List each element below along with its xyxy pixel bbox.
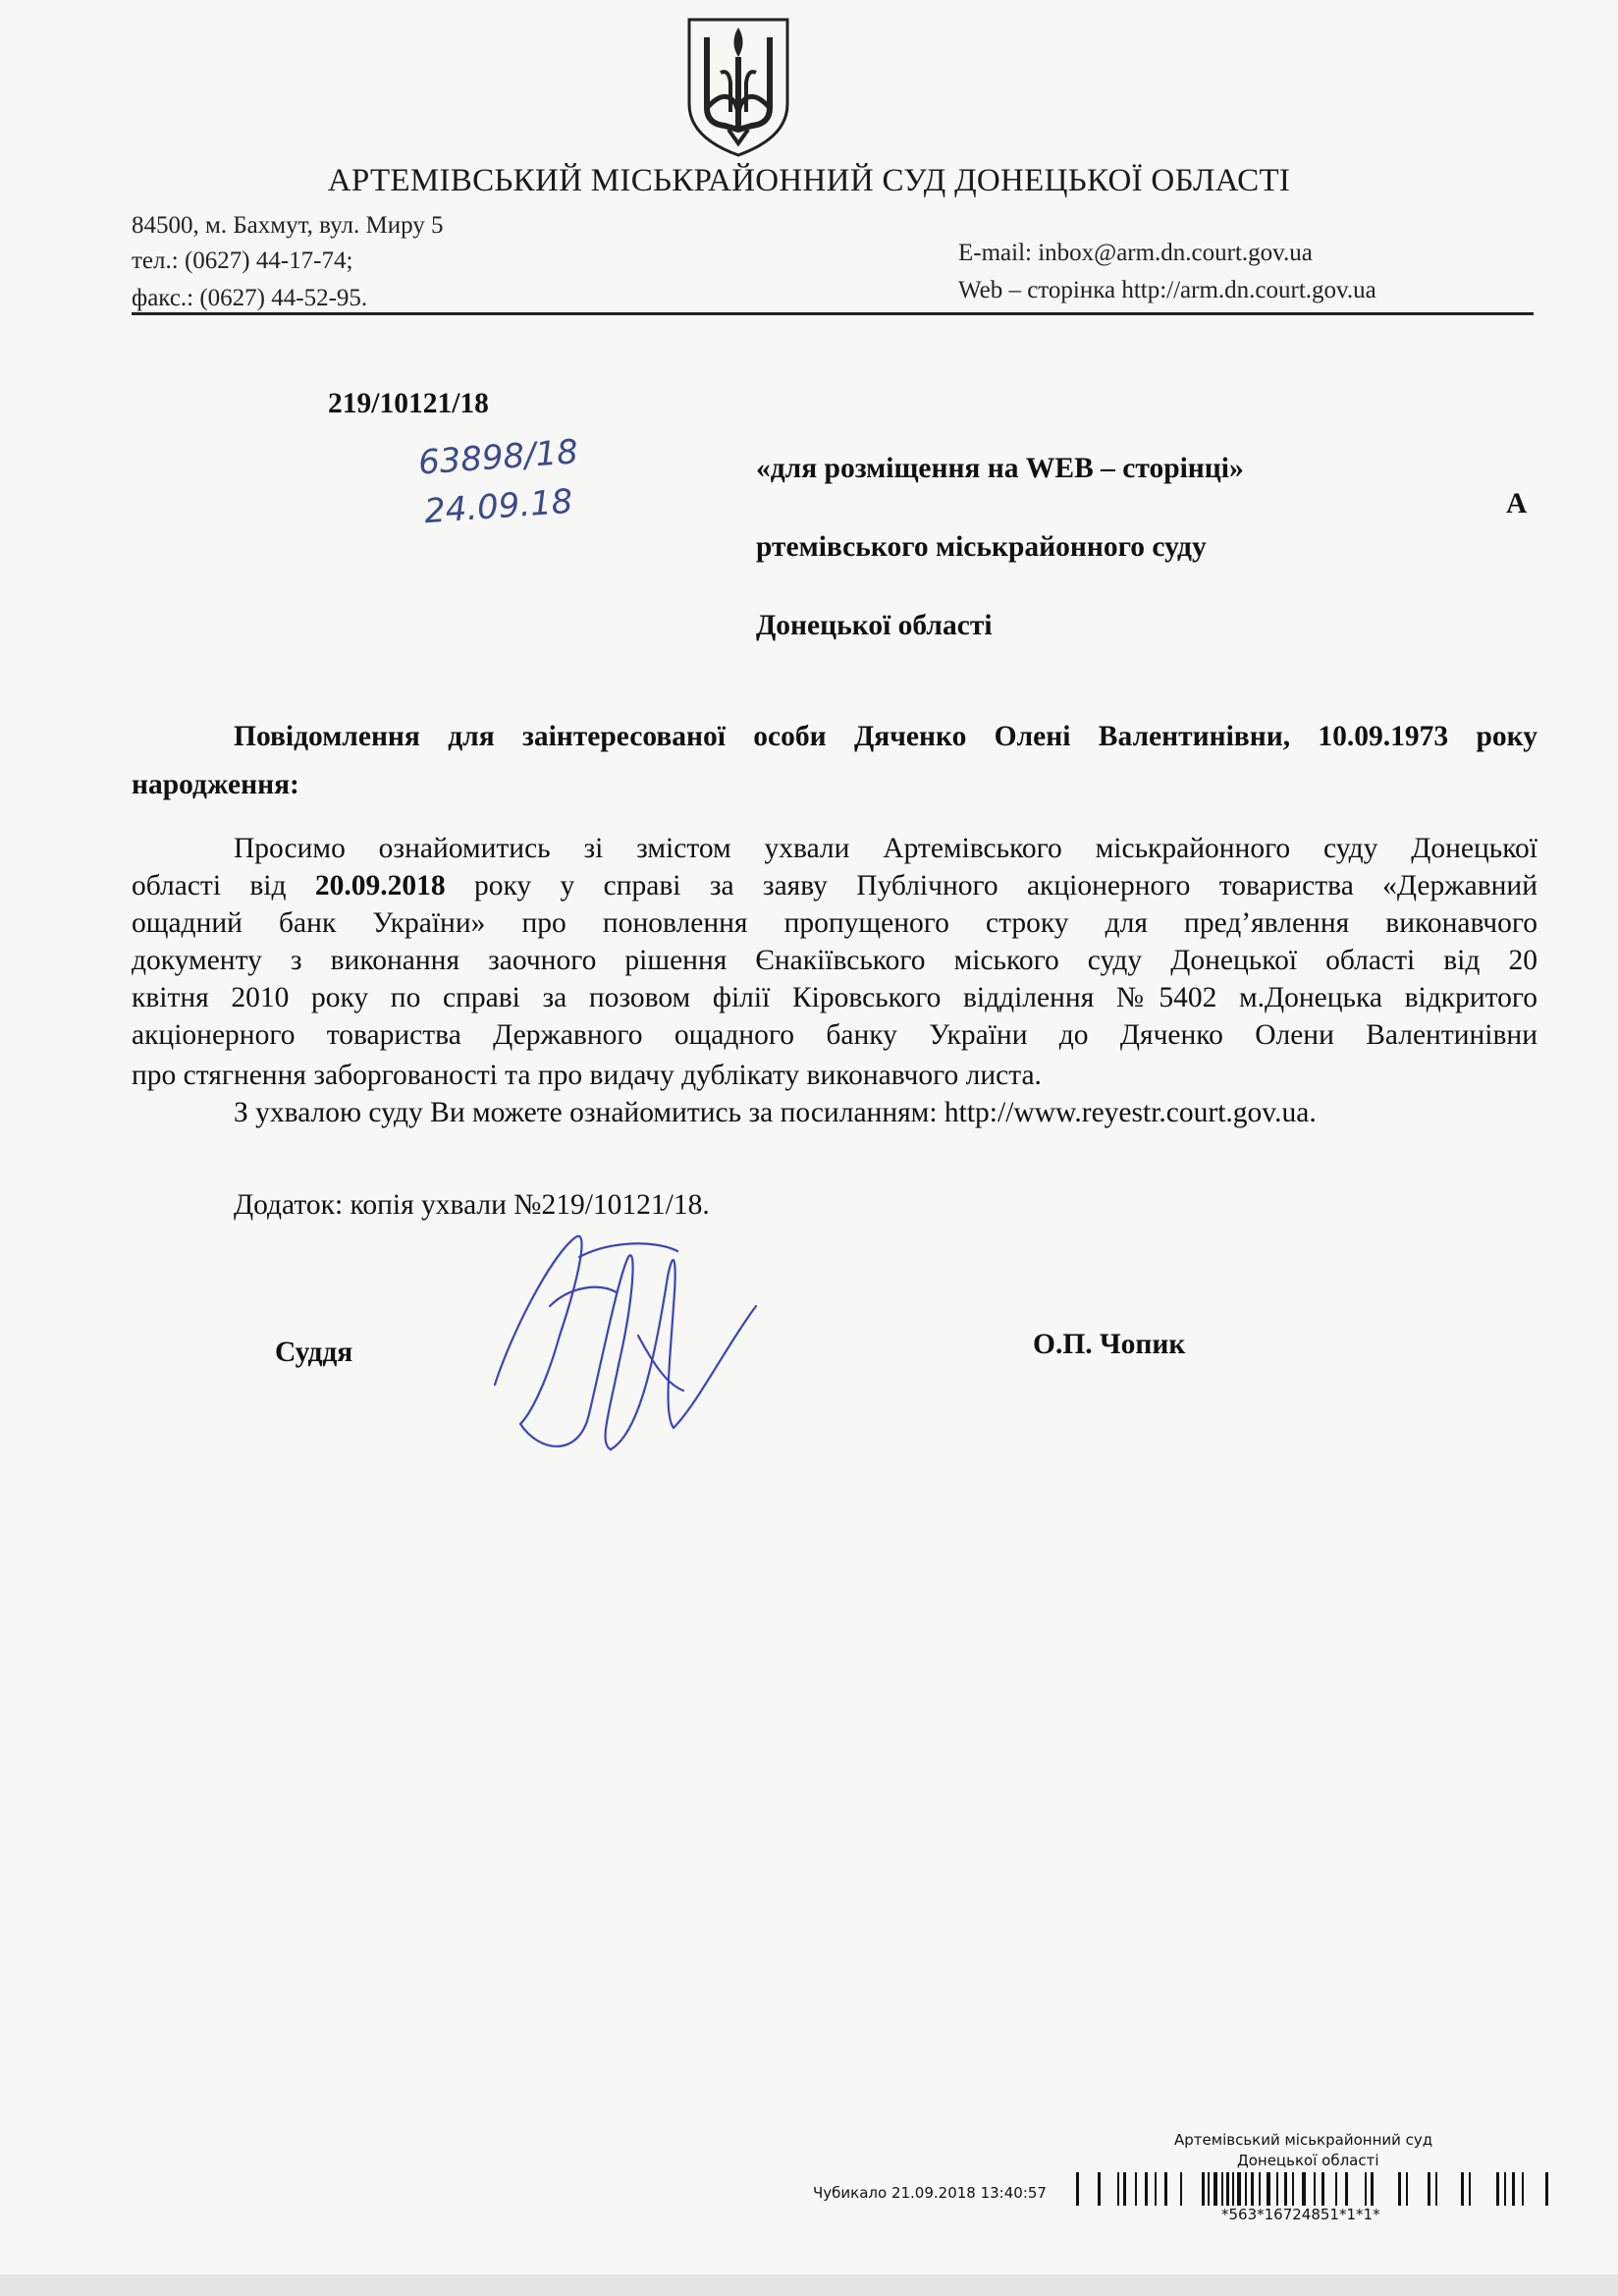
header-divider <box>132 312 1534 315</box>
body-line-4: документу з виконання заочного рішення Єнакіївського міського суду Донецької області від 20 <box>132 945 1537 976</box>
handwritten-reg-number: 63898/18 <box>416 432 580 483</box>
body-line-8: З ухвалою суду Ви можете ознайомитись за посиланням: http://www.reyestr.court.gov.ua. <box>234 1097 1317 1128</box>
body-line-6: акціонерного товариства Державного ощадного банку України до Дяченко Олени Валентинівни <box>132 1019 1537 1051</box>
stamp-court-line-2: Донецької області <box>1237 2152 1379 2169</box>
court-email: E-mail: inbox@arm.dn.court.gov.ua <box>958 240 1313 266</box>
stamp-court-line-1: Артемівський міськрайонний суд <box>1174 2131 1433 2149</box>
body-line-1: Просимо ознайомитись зі змістом ухвали Артемівського міськрайонного суду Донецької <box>234 833 1537 864</box>
body-line-7: про стягнення заборгованості та про видачу дублікату виконавчого листа. <box>132 1060 1042 1091</box>
court-phone: тел.: (0627) 44-17-74; <box>132 247 353 274</box>
addressee-line-3: Донецької області <box>756 610 993 641</box>
decision-date: 20.09.2018 <box>314 870 446 902</box>
handwritten-reg-date: 24.09.18 <box>422 481 574 532</box>
addressee-line-2: ртемівського міськрайонного суду <box>756 531 1207 563</box>
notice-heading-line-1: Повідомлення для заінтересованої особи Дяченко Олені Валентинівни, 10.09.1973 року <box>234 721 1537 752</box>
case-number: 219/10121/18 <box>328 388 489 419</box>
court-fax: факс.: (0627) 44-52-95. <box>132 285 368 311</box>
court-web: Web – сторінка http://arm.dn.court.gov.ua <box>958 277 1376 303</box>
scan-edge <box>0 2274 1618 2296</box>
body-line-5: квітня 2010 року по справі за позовом філії Кіровського відділення №5402 м.Донецька відкритого <box>132 982 1537 1013</box>
attachment-note: Додаток: копія ухвали №219/10121/18. <box>234 1189 710 1221</box>
barcode-text: *563*16724851*1*1* <box>1221 2206 1380 2223</box>
coat-of-arms-icon <box>681 14 795 159</box>
stamp-operator-datetime: Чубикало 21.09.2018 13:40:57 <box>813 2184 1047 2202</box>
barcode-icon <box>1074 2172 1555 2206</box>
judge-name: О.П. Чопик <box>1033 1329 1186 1360</box>
body-line-2: області від 20.09.2018 року у справі за заяву Публічного акціонерного товариства «Державний <box>132 870 1538 902</box>
signature-role: Суддя <box>275 1337 353 1368</box>
handwritten-signature <box>481 1218 766 1473</box>
addressee-letter: А <box>1506 488 1528 519</box>
addressee-line-1: «для розміщення на WEB – сторінці» <box>756 453 1244 484</box>
court-name: АРТЕМІВСЬКИЙ МІСЬКРАЙОННИЙ СУД ДОНЕЦЬКОЇ ОБЛАСТІ <box>327 163 1291 198</box>
notice-heading-line-2: народження: <box>132 769 299 800</box>
court-address: 84500, м. Бахмут, вул. Миру 5 <box>132 212 444 239</box>
body-line-3: ощадний банк України» про поновлення пропущеного строку для пред’явлення виконавчого <box>132 907 1537 939</box>
